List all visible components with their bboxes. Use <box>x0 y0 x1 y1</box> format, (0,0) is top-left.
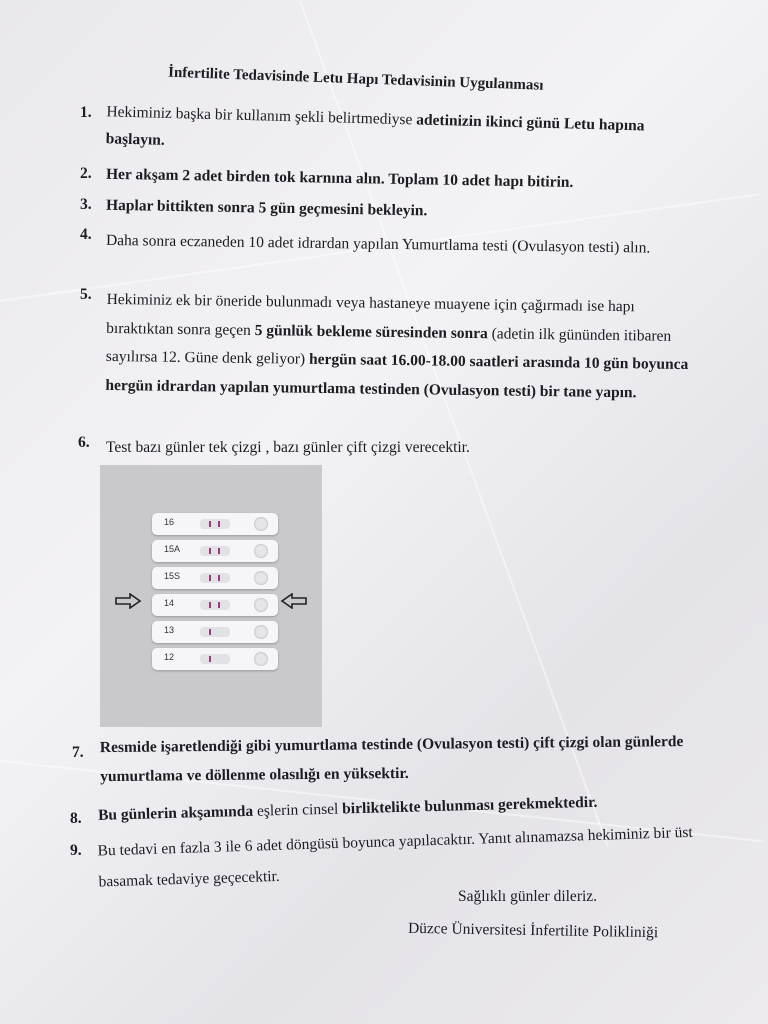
strip-result-window <box>200 546 230 556</box>
item-number: 4. <box>80 226 92 243</box>
item-number: 6. <box>78 434 90 451</box>
right-arrow-icon <box>280 593 308 609</box>
item-text-bold: Haplar bittikten sonra 5 gün geçmesini bekleyin. <box>105 196 428 220</box>
item-text-bold: Resmide işaretlendiği gibi yumurtlama testinde (Ovulasyon testi) çift çizgi olan günlerde yumurtlama ve döllenme olasılığı en yüksektir. <box>99 733 684 786</box>
item-text: Bu tedavi en fazla 3 ile 6 adet döngüsü boyunca yapılacaktır. Yanıt alınamazsa hekiminiz bir üst basamak tedaviye geçecektir. <box>97 823 693 891</box>
strip-sample-well <box>254 625 268 639</box>
item-text: Daha sonra eczaneden 10 adet idrardan yapılan Yumurtlama testi (Ovulasyon testi) alın. <box>105 231 651 257</box>
item-text: Hekiminiz başka bir kullanım şekli belirtmediyse <box>106 103 417 129</box>
ovulation-test-photo <box>100 465 322 727</box>
strip-label: 14 <box>164 598 175 608</box>
test-strip <box>152 648 278 670</box>
strip-label: 16 <box>164 517 175 527</box>
institution-name: Düzce Üniversitesi İnfertilite Polikliniği <box>407 919 659 942</box>
strip-sample-well <box>254 544 268 558</box>
item-text-bold: Her akşam 2 adet birden tok karnına alın. Toplam 10 adet hapı bitirin. <box>105 165 574 191</box>
strip-label: 15S <box>164 571 181 581</box>
strip-sample-well <box>254 652 268 666</box>
strip-result-window <box>200 519 230 529</box>
strip-result-window <box>200 654 230 664</box>
strip-result-line <box>209 548 211 554</box>
strip-label: 15A <box>164 544 181 554</box>
list-item-6 <box>106 434 706 461</box>
document-title: İnfertilite Tedavisinde Letu Hapı Tedavisinin Uygulanması <box>167 64 544 94</box>
closing-text: Sağlıklı günler dileriz. <box>458 888 598 905</box>
strip-result-line <box>209 602 211 608</box>
strip-result-window <box>200 600 230 610</box>
strip-label: 12 <box>164 652 175 662</box>
test-strip <box>152 540 278 562</box>
item-text-bold: birliktelikte bulunması gerekmektedir. <box>341 793 598 818</box>
item-number: 7. <box>72 744 84 761</box>
left-arrow-icon <box>114 593 142 609</box>
item-text-bold: Bu günlerin akşamında <box>97 802 254 824</box>
strip-result-window <box>200 573 230 583</box>
test-strip <box>152 594 278 616</box>
item-text-bold: 5 günlük bekleme süresinden sonra <box>254 321 488 342</box>
strip-result-window <box>200 627 230 637</box>
strip-sample-well <box>254 517 268 531</box>
list-item-1 <box>105 98 694 168</box>
strip-result-line <box>218 548 220 554</box>
item-text-bold: hergün saat 16.00-18.00 saatleri arasında 10 gün boyunca hergün idrardan yapılan yumurtlama testinden (Ovulasyon testi) bir tane yapın. <box>105 351 689 402</box>
item-text: Test bazı günler tek çizgi , bazı günler çift çizgi verecektir. <box>106 439 470 456</box>
strip-sample-well <box>254 598 268 612</box>
list-item-7 <box>100 727 701 792</box>
item-text: (adetin ilk gününden itibaren sayılırsa 12. Güne denk geliyor) <box>105 324 672 369</box>
item-number: 2. <box>80 165 92 182</box>
test-strip <box>152 567 278 589</box>
strip-result-line <box>209 521 211 527</box>
strip-result-line <box>218 602 220 608</box>
strip-result-line <box>209 656 211 662</box>
strip-sample-well <box>254 571 268 585</box>
list-item-4 <box>106 227 690 262</box>
item-text: eşlerin cinsel <box>252 800 343 820</box>
item-number: 3. <box>80 196 92 213</box>
list-item-9 <box>97 816 707 897</box>
test-strip <box>152 621 278 643</box>
strip-result-line <box>209 629 211 635</box>
item-number: 5. <box>80 286 92 303</box>
item-number: 9. <box>70 842 82 859</box>
strip-result-line <box>209 575 211 581</box>
strip-result-line <box>218 575 220 581</box>
item-number: 1. <box>80 104 92 121</box>
item-number: 8. <box>70 810 82 827</box>
item-text: Hekiminiz ek bir öneride bulunmadı veya hastaneye muayene için çağırmadı ise hapı bıraktıktan sonra geçen <box>106 290 635 339</box>
strip-result-line <box>218 521 220 527</box>
item-text-bold: adetinizin ikinci günü Letu hapına başlayın. <box>105 111 645 149</box>
list-item-3 <box>106 192 706 230</box>
list-item-5 <box>105 286 693 409</box>
test-strip <box>152 513 278 535</box>
strip-label: 13 <box>164 625 175 635</box>
